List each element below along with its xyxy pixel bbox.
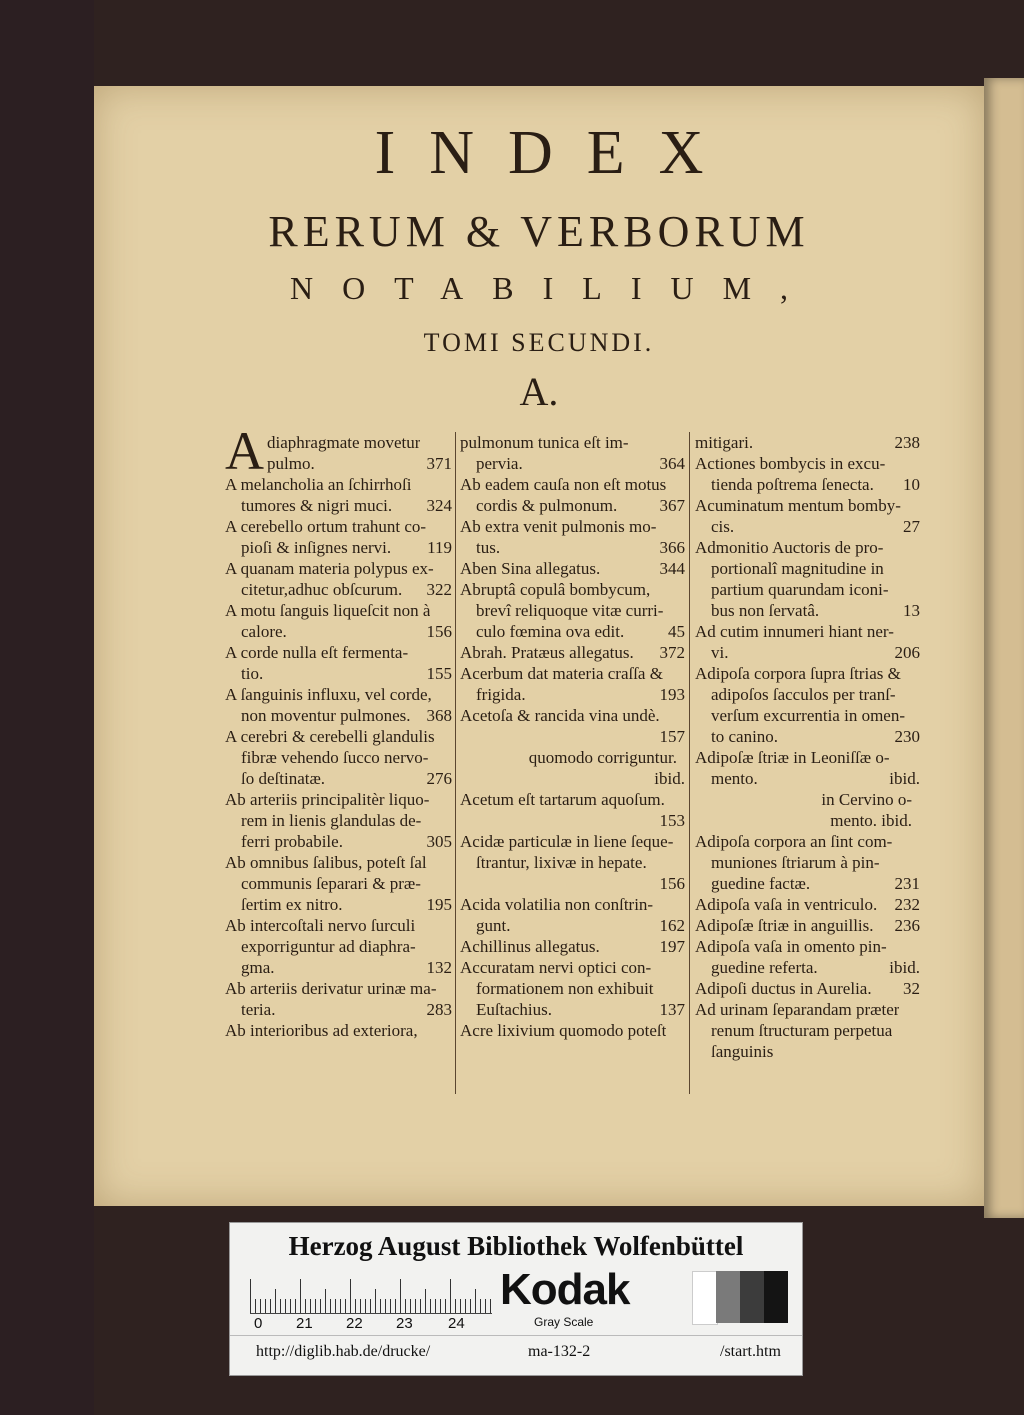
index-entry: [695, 915, 920, 936]
index-entry: [460, 558, 685, 579]
ruler-tick: [260, 1299, 261, 1313]
index-entry: [460, 579, 685, 642]
entry-text: exporriguntur ad diaphra-: [241, 937, 416, 956]
entry-text: Ab eadem cauſa non eſt motus: [460, 475, 667, 494]
index-entry: [460, 747, 685, 789]
index-entry: [460, 936, 685, 957]
entry-text: guedine factæ.: [711, 874, 811, 893]
ruler-tick: [355, 1299, 356, 1313]
entry-text: Adipoſa vaſa in omento pin-: [695, 937, 887, 956]
index-entry: [695, 936, 920, 978]
ruler-tick: [435, 1299, 436, 1313]
page-number: 132: [426, 958, 452, 977]
index-entry: [460, 516, 685, 558]
page-number: 119: [427, 538, 452, 557]
entry-text: A cerebello ortum trahunt co-: [225, 517, 427, 536]
entry-text: vi.: [711, 643, 729, 662]
page-number: ibid.: [654, 769, 685, 788]
page-number: 156: [426, 622, 452, 641]
page-number: 322: [426, 580, 452, 599]
entry-text: Ab interioribus ad exteriora,: [225, 1021, 418, 1040]
index-column-3: [695, 432, 920, 1062]
index-title: INDEX: [374, 119, 738, 187]
ruler-tick: [375, 1289, 376, 1313]
entry-text: ſertim ex nitro.: [241, 895, 343, 914]
ruler-tick: [480, 1299, 481, 1313]
page-number: 367: [659, 496, 685, 515]
index-entry: [695, 495, 920, 537]
page-number: 371: [426, 454, 452, 473]
entry-text: ſtrantur, lixivæ in hepate.: [476, 853, 647, 872]
page-number: 230: [894, 727, 920, 746]
entry-text: A ſanguinis influxu, vel corde,: [225, 685, 432, 704]
facing-page-edge: [984, 78, 1024, 1218]
ruler-tick: [485, 1299, 486, 1313]
index-entry: [225, 684, 452, 726]
ruler-tick: [425, 1289, 426, 1313]
entry-text: cordis & pulmonum.: [476, 496, 618, 515]
entry-text: A melancholia an ſchirrhoſi: [225, 475, 412, 494]
index-entry: [695, 621, 920, 663]
entry-text: A quanam materia polypus ex-: [225, 559, 434, 578]
entry-text: rem in lienis glandulas de-: [241, 811, 422, 830]
ruler-tick: [350, 1279, 351, 1313]
page-number: 206: [894, 643, 920, 662]
ruler-tick: [430, 1299, 431, 1313]
page-number: 232: [894, 895, 920, 914]
index-entry: [460, 831, 685, 894]
entry-text: A cerebri & cerebelli glandulis: [225, 727, 435, 746]
index-entry: [695, 453, 920, 495]
entry-text: Achillinus allegatus.: [460, 937, 600, 956]
entry-text: Adipoſa corpora an ſint com-: [695, 832, 893, 851]
index-entry: [695, 978, 920, 999]
page-number: 156: [659, 874, 685, 893]
entry-text: pervia.: [476, 454, 523, 473]
entry-text: frigida.: [476, 685, 526, 704]
entry-text: Ab arteriis principalitèr liquo-: [225, 790, 430, 809]
entry-text: gunt.: [476, 916, 511, 935]
ruler-tick: [360, 1299, 361, 1313]
entry-text: calore.: [241, 622, 287, 641]
entry-text: Adipoſa vaſa in ventriculo.: [695, 895, 878, 914]
entry-text: Ab intercoſtali nervo ſurculi: [225, 916, 416, 935]
index-entry: [695, 831, 920, 894]
ruler-tick: [285, 1299, 286, 1313]
ruler-tick: [370, 1299, 371, 1313]
index-column-1: [225, 421, 452, 1041]
entry-text: mento.: [711, 769, 758, 788]
entry-text: verſum excurrentia in omen-: [711, 706, 906, 725]
entry-text: Ad cutim innumeri hiant ner-: [695, 622, 894, 641]
entry-text: A corde nulla eſt fermenta-: [225, 643, 409, 662]
column-divider: [689, 432, 690, 1094]
gray-scale-label: Gray Scale: [534, 1315, 594, 1329]
page-number: 305: [426, 832, 452, 851]
ruler-tick: [465, 1299, 466, 1313]
page-number: 372: [659, 643, 685, 662]
entry-text: ſanguinis: [711, 1042, 774, 1061]
page-number: 193: [659, 685, 685, 704]
entry-text: Actiones bombycis in excu-: [695, 454, 886, 473]
ruler-number: 24: [448, 1315, 465, 1332]
index-entry: [460, 957, 685, 1020]
index-entry: [695, 894, 920, 915]
entry-text: Abruptâ copulâ bombycum,: [460, 580, 651, 599]
ruler-tick: [385, 1299, 386, 1313]
index-entry: [695, 537, 920, 621]
index-entry: [695, 789, 920, 831]
entry-text: mitigari.: [695, 433, 754, 452]
index-entry: [225, 789, 452, 852]
entry-text: Aben Sina allegatus.: [460, 559, 601, 578]
entry-text: gma.: [241, 958, 275, 977]
ruler-tick: [365, 1299, 366, 1313]
entry-text: communis ſeparari & præ-: [241, 874, 421, 893]
entry-text: formationem non exhibuit: [476, 979, 654, 998]
entry-text: tumores & nigri muci.: [241, 496, 393, 515]
entry-text: non moventur pulmones.: [241, 706, 411, 725]
index-entry: [225, 978, 452, 1020]
entry-text: teria.: [241, 1000, 276, 1019]
entry-text: Admonitio Auctoris de pro-: [695, 538, 884, 557]
page-number: 157: [659, 727, 685, 746]
index-entry: [460, 474, 685, 516]
gray-swatch: [740, 1271, 764, 1323]
entry-text: Ab extra venit pulmonis mo-: [460, 517, 657, 536]
entry-text: Euſtachius.: [476, 1000, 553, 1019]
index-entry: [225, 852, 452, 915]
page-number: 324: [426, 496, 452, 515]
index-entry: [225, 516, 452, 558]
url-left: http://diglib.hab.de/drucke/: [256, 1343, 431, 1360]
entry-text: brevî reliquoque vitæ curri-: [476, 601, 664, 620]
index-subtitle-2: NOTABILIUM,: [289, 270, 818, 306]
entry-text: Adipoſi ductus in Aurelia.: [695, 979, 872, 998]
index-entry: [460, 432, 685, 474]
ruler-tick: [330, 1299, 331, 1313]
scale-ruler: [250, 1273, 492, 1314]
entry-text: Adipoſa corpora ſupra ſtrias &: [695, 664, 901, 683]
page-number: 236: [894, 916, 920, 935]
ruler-tick: [255, 1299, 256, 1313]
entry-text: muniones ſtriarum à pin-: [711, 853, 880, 872]
page-number: 231: [894, 874, 920, 893]
page-number: 344: [659, 559, 685, 578]
entry-text: A motu ſanguis liqueſcit non à: [225, 601, 431, 620]
card-divider: [230, 1335, 802, 1336]
archive-target-card: [229, 1222, 803, 1376]
entry-text: Acidæ particulæ in liene ſeque-: [460, 832, 674, 851]
ruler-number: 22: [346, 1315, 363, 1332]
index-entry: [460, 642, 685, 663]
ruler-tick: [295, 1299, 296, 1313]
page-number: 366: [659, 538, 685, 557]
index-entry: [460, 894, 685, 936]
ruler-tick: [390, 1299, 391, 1313]
column-divider: [455, 432, 456, 1094]
entry-text: fibræ vehendo ſucco nervo-: [241, 748, 429, 767]
ruler-tick: [405, 1299, 406, 1313]
page-number: 153: [659, 811, 685, 830]
ruler-tick: [420, 1299, 421, 1313]
index-entry: [695, 663, 920, 747]
entry-text: in Cervino o-: [821, 790, 912, 809]
ruler-number: 21: [296, 1315, 313, 1332]
page-number: ibid.: [889, 958, 920, 977]
gray-swatch: [716, 1271, 740, 1323]
entry-text: Ab arteriis derivatur urinæ ma-: [225, 979, 437, 998]
entry-text: bus non ſervatâ.: [711, 601, 820, 620]
entry-text: mento. ibid.: [830, 811, 912, 830]
page-number: 276: [426, 769, 452, 788]
index-entry: [225, 726, 452, 789]
entry-text: ſo deſtinatæ.: [241, 769, 326, 788]
url-right: /start.htm: [720, 1343, 781, 1360]
ruler-tick: [415, 1299, 416, 1313]
ruler-tick: [475, 1289, 476, 1313]
ruler-tick: [270, 1299, 271, 1313]
page-number: 162: [659, 916, 685, 935]
ruler-tick: [290, 1299, 291, 1313]
index-entry: [460, 789, 685, 831]
ruler-tick: [340, 1299, 341, 1313]
entry-text: culo fœmina ova edit.: [476, 622, 625, 641]
entry-text: quomodo corriguntur.: [528, 748, 677, 767]
page-number: ibid.: [889, 769, 920, 788]
page-number: 368: [426, 706, 452, 725]
ruler-tick: [320, 1299, 321, 1313]
ruler-tick: [335, 1299, 336, 1313]
entry-text: Acuminatum mentum bomby-: [695, 496, 901, 515]
entry-text: Adipoſæ ſtriæ in Leoniſſæ o-: [695, 748, 890, 767]
ruler-tick: [440, 1299, 441, 1313]
entry-text: Acida volatilia non conſtrin-: [460, 895, 654, 914]
section-letter: A.: [519, 369, 559, 414]
entry-text: Acetum eſt tartarum aquoſum.: [460, 790, 665, 809]
entry-text: partium quarundam iconi-: [711, 580, 889, 599]
index-entry: [695, 999, 920, 1062]
entry-text: citetur,adhuc obſcurum.: [241, 580, 403, 599]
page-number: 45: [668, 622, 685, 641]
gray-swatch: [692, 1271, 718, 1325]
volume-heading: TOMI SECUNDI.: [423, 328, 655, 357]
url-middle: ma-132-2: [528, 1343, 591, 1360]
ruler-tick: [455, 1299, 456, 1313]
scan-background: [0, 0, 94, 1415]
page-number: 283: [426, 1000, 452, 1019]
entry-text: Abrah. Pratæus allegatus.: [460, 643, 634, 662]
page-number: 195: [426, 895, 452, 914]
entry-text: Acre lixivium quomodo poteſt: [460, 1021, 667, 1040]
ruler-tick: [265, 1299, 266, 1313]
entry-text: cis.: [711, 517, 735, 536]
ruler-number: 0: [254, 1315, 263, 1332]
index-entry: [695, 747, 920, 789]
entry-text: Ad urinam ſeparandam præter: [695, 1000, 900, 1019]
entry-text: diaphragmate movetur: [267, 433, 421, 452]
entry-text: pulmo.: [267, 454, 315, 473]
page-number: 197: [659, 937, 685, 956]
entry-text: tio.: [241, 664, 264, 683]
ruler-tick: [380, 1299, 381, 1313]
entry-text: adipoſos ſacculos per tranſ-: [711, 685, 896, 704]
ruler-tick: [410, 1299, 411, 1313]
entry-text: guedine referta.: [711, 958, 818, 977]
index-entry: [225, 421, 452, 481]
index-entry: [225, 915, 452, 978]
entry-text: Accuratam nervi optici con-: [460, 958, 652, 977]
ruler-tick: [395, 1299, 396, 1313]
index-column-2: [460, 432, 685, 1041]
entry-text: Acetoſa & rancida vina undè.: [460, 706, 660, 725]
ruler-tick: [280, 1299, 281, 1313]
entry-text: portionalî magnitudine in: [711, 559, 884, 578]
entry-text: to canino.: [711, 727, 779, 746]
ruler-tick: [450, 1279, 451, 1313]
ruler-tick: [325, 1289, 326, 1313]
ruler-tick: [345, 1299, 346, 1313]
ruler-tick: [460, 1299, 461, 1313]
entry-text: Ab omnibus ſalibus, poteſt ſal: [225, 853, 427, 872]
ruler-tick: [275, 1289, 276, 1313]
entry-text: Adipoſæ ſtriæ in anguillis.: [695, 916, 874, 935]
kodak-logo: Kodak: [500, 1265, 630, 1314]
ruler-tick: [305, 1299, 306, 1313]
gray-swatch: [764, 1271, 788, 1323]
index-entry: [225, 642, 452, 684]
ruler-tick: [250, 1279, 251, 1313]
index-entry: [225, 558, 452, 600]
ruler-tick: [315, 1299, 316, 1313]
entry-text: ferri probabile.: [241, 832, 343, 851]
page-number: 137: [659, 1000, 685, 1019]
entry-text: renum ſtructuram perpetua: [711, 1021, 893, 1040]
index-entry: [225, 474, 452, 516]
page-number: 155: [426, 664, 452, 683]
index-entry: [460, 1020, 685, 1041]
index-subtitle: RERUM & VERBORUM: [268, 207, 810, 256]
ruler-tick: [445, 1299, 446, 1313]
drop-cap: A: [225, 421, 264, 481]
entry-text: pioſi & inſignes nervi.: [241, 538, 392, 557]
ruler-tick: [300, 1279, 301, 1313]
page-number: 13: [903, 601, 920, 620]
entry-text: tienda poſtrema ſenecta.: [711, 475, 874, 494]
page-number: 27: [903, 517, 920, 536]
index-entry: [695, 432, 920, 453]
page-number: 364: [659, 454, 685, 473]
ruler-tick: [470, 1299, 471, 1313]
page-number: 32: [903, 979, 920, 998]
entry-text: tus.: [476, 538, 501, 557]
library-name: Herzog August Bibliothek Wolfenbüttel: [288, 1231, 744, 1261]
ruler-number: 23: [396, 1315, 413, 1332]
index-entry: [225, 600, 452, 642]
index-entry: [460, 705, 685, 747]
entry-text: pulmonum tunica eſt im-: [460, 433, 629, 452]
entry-text: Acerbum dat materia craſſa &: [460, 664, 663, 683]
ruler-tick: [400, 1279, 401, 1313]
index-entry: [225, 1020, 452, 1041]
ruler-tick: [490, 1299, 491, 1313]
page-number: 10: [903, 475, 920, 494]
ruler-tick: [310, 1299, 311, 1313]
index-entry: [460, 663, 685, 705]
page-number: 238: [894, 433, 920, 452]
